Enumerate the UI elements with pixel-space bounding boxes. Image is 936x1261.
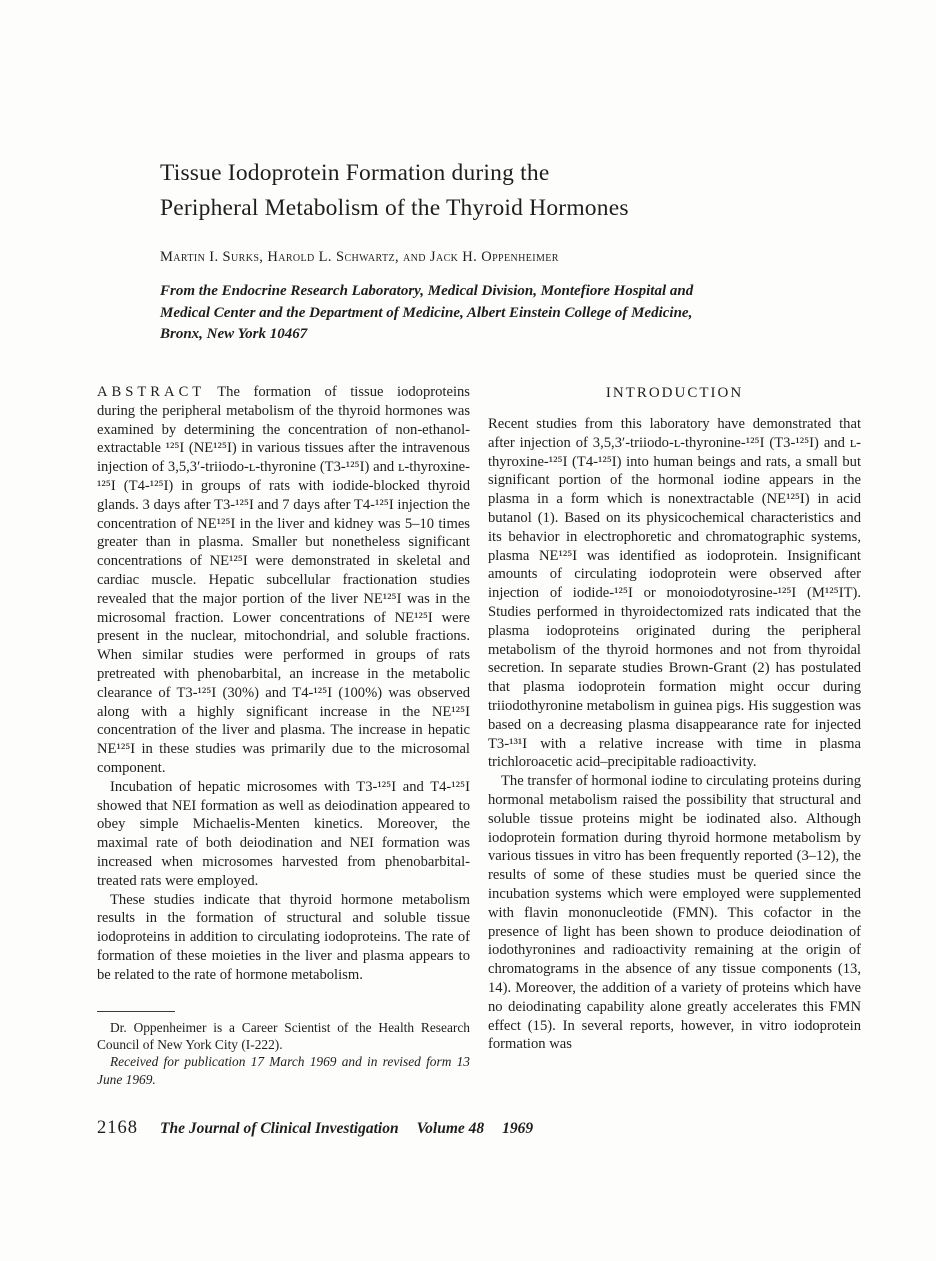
footnote-rule: [97, 1011, 175, 1012]
abstract-paragraph-1: [97, 383, 470, 778]
right-column: [488, 383, 861, 1088]
left-column: [97, 383, 470, 1088]
footnote-career-scientist: Dr. Oppenheimer is a Career Scientist of the Health Research Council of New York City (I-222).: [97, 1019, 470, 1052]
page-footer: [97, 1118, 551, 1139]
footnote-block: [97, 1011, 470, 1089]
introduction-paragraph-2: The transfer of hormonal iodine to circulating proteins during hormonal metabolism raised the possibility that structural and soluble tissue proteins might be iodinated also. Although iodoprotein formation during thyroid hormone metabolism by various tissues in vitro has been frequently reported (3–12), the results of some of these studies must be queried since the incubation systems which were employed were supplemented with flavin mononucleotide (FMN). This cofactor in the presence of light has been shown to produce deiodination of iodothyronines and radioactivity remaining at the origin of chromatograms in the absence of any tissue components (13, 14). Moreover, the addition of a variety of proteins which have no deiodinating capability alone greatly accelerates this FMN effect (15). In several reports, however, in vitro iodoprotein formation was: [488, 773, 861, 1053]
abstract-text-1: The formation of tissue iodoproteins during the peripheral metabolism of the thyroid hormones was examined by determining the concentration of non-ethanol-extractable ¹²⁵I (NE¹²⁵I) in various tissues after the intravenous injection of 3,5,3′-triiodo-ʟ-thyronine (T3-¹²⁵I) and ʟ-thyroxine-¹²⁵I (T4-¹²⁵I) in groups of rats with iodide-blocked thyroid glands. 3 days after T3-¹²⁵I and 7 days after T4-¹²⁵I injection the concentration of NE¹²⁵I in the liver and kidney was 5–10 times greater than in plasma. Smaller but nonetheless significant concentrations of NE¹²⁵I were demonstrated in skeletal and cardiac muscle. Hepatic subcellular fractionation studies revealed that the major portion of the liver NE¹²⁵I was in the microsomal fraction. Lower concentrations of NE¹²⁵I were present in the nuclear, mitochondrial, and soluble fractions. When similar studies were performed in groups of rats pretreated with phenobarbital, an increase in the metabolic clearance of T3-¹²⁵I (30%) and T4-¹²⁵I (100%) was observed along with a highly significant increase in the NE¹²⁵I concentration of the liver and plasma. The increase in hepatic NE¹²⁵I in these studies was primarily due to the microsomal component.: [97, 384, 470, 776]
authors-line: Martin I. Surks, Harold L. Schwartz, and Jack H. Oppenheimer: [160, 249, 559, 265]
footnote-received-date: Received for publication 17 March 1969 and in revised form 13 June 1969.: [97, 1054, 470, 1087]
journal-volume: Volume 48: [416, 1120, 485, 1137]
paper-title: [160, 156, 780, 226]
journal-year: 1969: [502, 1120, 534, 1137]
page-number: 2168: [97, 1118, 138, 1138]
title-line-1: Tissue Iodoprotein Formation during the: [160, 160, 550, 186]
title-block: [160, 156, 780, 346]
affiliation: From the Endocrine Research Laboratory, Medical Division, Montefiore Hospital and Medical Center and the Department of Medicine, Albert Einstein College of Medicine, Bronx, New York 10467: [160, 283, 694, 342]
two-column-body: [97, 383, 861, 1088]
abstract-paragraph-2: Incubation of hepatic microsomes with T3-¹²⁵I and T4-¹²⁵I showed that NEI formation as well as deiodination appeared to obey simple Michaelis-Menten kinetics. Moreover, the maximal rate of both deiodination and NEI formation was increased when microsomes harvested from phenobarbital-treated rats were employed.: [97, 778, 470, 889]
introduction-paragraph-1: Recent studies from this laboratory have demonstrated that after injection of 3,5,3′-triiodo-ʟ-thyronine-¹²⁵I (T3-¹²⁵I) and ʟ-thyroxine-¹²⁵I (T4-¹²⁵I) into human beings and rats, a small but significant portion of the hormonal iodine appears in the plasma in a form which is nonextractable (NE¹²⁵I) in acid butanol (1). Based on its physicochemical characteristics and its behavior in electrophoretic and chromatographic systems, plasma NE¹²⁵I was identified as iodoprotein. Insignificant amounts of circulating iodoprotein were observed after injection of iodide-¹²⁵I or monoiodotyrosine-¹²⁵I (M¹²⁵IT). Studies performed in thyroidectomized rats indicated that the plasma iodoproteins originated during the peripheral metabolism of the thyroid hormones and not from thyroidal secretion. In separate studies Brown-Grant (2) has postulated that plasma iodoprotein formation might occur during triiodothyronine metabolism in guinea pigs. His suggestion was based on a decreasing plasma disappearance rate for injected T3-¹³¹I with a relative increase with time in plasma trichloroacetic acid–precipitable radioactivity.: [488, 416, 861, 771]
journal-name: The Journal of Clinical Investigation: [160, 1120, 399, 1137]
introduction-heading: INTRODUCTION: [605, 385, 744, 401]
title-line-2: Peripheral Metabolism of the Thyroid Hormones: [160, 195, 629, 221]
abstract-paragraph-3: These studies indicate that thyroid hormone metabolism results in the formation of structural and soluble tissue iodoproteins in addition to circulating iodoproteins. The rate of formation of these moieties in the liver and plasma appears to be related to the rate of hormone metabolism.: [97, 891, 470, 983]
abstract-heading: ABSTRACT: [97, 384, 206, 400]
